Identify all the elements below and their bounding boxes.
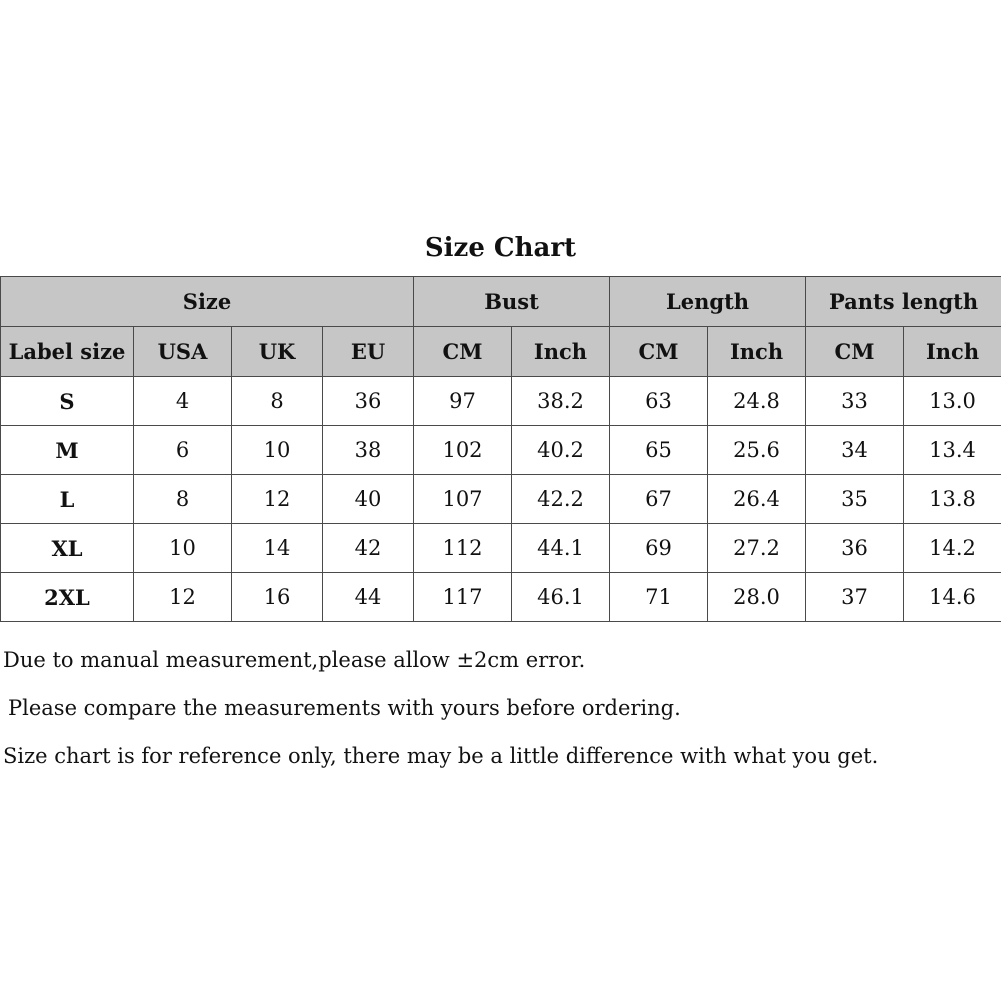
column-header-bust-cm: CM xyxy=(414,327,512,377)
table-cell: 71 xyxy=(610,573,708,622)
table-cell: 6 xyxy=(134,426,232,475)
table-cell: M xyxy=(1,426,134,475)
table-cell: XL xyxy=(1,524,134,573)
table-cell: 12 xyxy=(134,573,232,622)
note-reference-only: Size chart is for reference only, there may be a little difference with what you get. xyxy=(3,744,879,768)
group-header-pants-length: Pants length xyxy=(806,277,1001,327)
table-cell: 12 xyxy=(232,475,323,524)
table-cell: 14.2 xyxy=(904,524,1001,573)
table-cell: 63 xyxy=(610,377,708,426)
table-cell: 36 xyxy=(806,524,904,573)
column-header-pants-inch: Inch xyxy=(904,327,1001,377)
column-header-length-cm: CM xyxy=(610,327,708,377)
table-cell: 13.0 xyxy=(904,377,1001,426)
column-header-usa: USA xyxy=(134,327,232,377)
table-cell: 35 xyxy=(806,475,904,524)
table-cell: 44.1 xyxy=(512,524,610,573)
note-compare-measurements: Please compare the measurements with yours before ordering. xyxy=(8,696,681,720)
table-row xyxy=(1,377,1001,426)
table-cell: 69 xyxy=(610,524,708,573)
group-header-bust: Bust xyxy=(414,277,610,327)
table-cell: 25.6 xyxy=(708,426,806,475)
table-cell: 8 xyxy=(134,475,232,524)
group-header-length: Length xyxy=(610,277,806,327)
table-cell: 42.2 xyxy=(512,475,610,524)
table-cell: 13.4 xyxy=(904,426,1001,475)
table-cell: 102 xyxy=(414,426,512,475)
column-header-uk: UK xyxy=(232,327,323,377)
table-cell: 14.6 xyxy=(904,573,1001,622)
table-cell: 13.8 xyxy=(904,475,1001,524)
table-cell: 27.2 xyxy=(708,524,806,573)
table-cell: 65 xyxy=(610,426,708,475)
table-cell: 14 xyxy=(232,524,323,573)
column-header-eu: EU xyxy=(323,327,414,377)
column-header-label-size: Label size xyxy=(1,327,134,377)
table-cell: 2XL xyxy=(1,573,134,622)
table-row xyxy=(1,573,1001,622)
table-cell: 4 xyxy=(134,377,232,426)
table-row xyxy=(1,426,1001,475)
table-row xyxy=(1,524,1001,573)
table-cell: 38.2 xyxy=(512,377,610,426)
notes-section xyxy=(0,636,1001,780)
table-cell: 26.4 xyxy=(708,475,806,524)
table-cell: 10 xyxy=(232,426,323,475)
note-measurement-error: Due to manual measurement,please allow ±2cm error. xyxy=(3,648,586,672)
sub-header-row xyxy=(1,327,1001,377)
table-cell: 112 xyxy=(414,524,512,573)
table-cell: 36 xyxy=(323,377,414,426)
table-cell: 107 xyxy=(414,475,512,524)
table-cell: 37 xyxy=(806,573,904,622)
column-header-bust-inch: Inch xyxy=(512,327,610,377)
page-title: Size Chart xyxy=(424,233,577,263)
group-header-row xyxy=(1,277,1001,327)
table-cell: 38 xyxy=(323,426,414,475)
group-header-size: Size xyxy=(1,277,414,327)
table-cell: 44 xyxy=(323,573,414,622)
table-row xyxy=(1,475,1001,524)
table-cell: 16 xyxy=(232,573,323,622)
column-header-length-inch: Inch xyxy=(708,327,806,377)
table-cell: 40.2 xyxy=(512,426,610,475)
table-cell: 67 xyxy=(610,475,708,524)
table-cell: 46.1 xyxy=(512,573,610,622)
column-header-pants-cm: CM xyxy=(806,327,904,377)
table-cell: 117 xyxy=(414,573,512,622)
table-cell: 10 xyxy=(134,524,232,573)
size-chart-table xyxy=(0,276,1001,622)
table-cell: L xyxy=(1,475,134,524)
table-cell: 42 xyxy=(323,524,414,573)
table-cell: 97 xyxy=(414,377,512,426)
table-cell: 8 xyxy=(232,377,323,426)
table-cell: 34 xyxy=(806,426,904,475)
table-cell: 24.8 xyxy=(708,377,806,426)
table-cell: 40 xyxy=(323,475,414,524)
table-cell: 33 xyxy=(806,377,904,426)
table-cell: 28.0 xyxy=(708,573,806,622)
table-cell: S xyxy=(1,377,134,426)
